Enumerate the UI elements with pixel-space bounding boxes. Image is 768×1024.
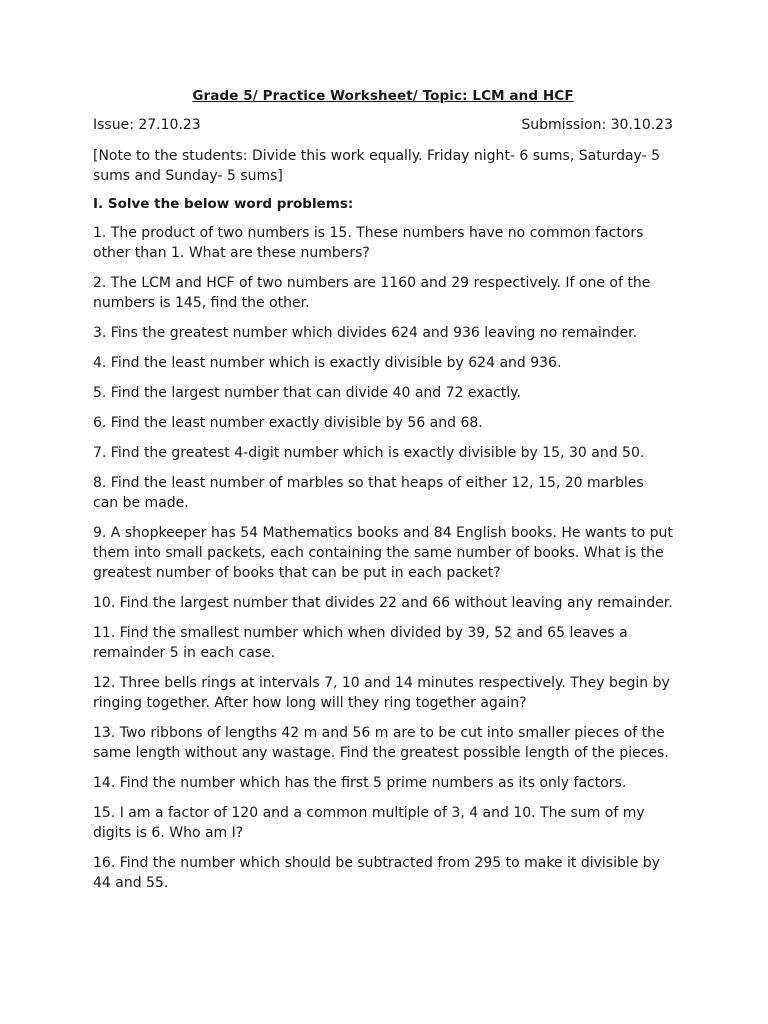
worksheet-title: Grade 5/ Practice Worksheet/ Topic: LCM and HCF <box>192 88 574 104</box>
problem-15: 15. I am a factor of 120 and a common multiple of 3, 4 and 10. The sum of my digits is 6. Who am I? <box>93 805 645 841</box>
problem-7: 7. Find the greatest 4-digit number which is exactly divisible by 15, 30 and 50. <box>93 445 645 461</box>
problem-16: 16. Find the number which should be subtracted from 295 to make it divisible by 44 and 55. <box>93 855 660 891</box>
submission-date: Submission: 30.10.23 <box>521 117 673 133</box>
problem-5: 5. Find the largest number that can divide 40 and 72 exactly. <box>93 385 521 401</box>
problem-12: 12. Three bells rings at intervals 7, 10 and 14 minutes respectively. They begin by ringing together. After how long will they ring together again? <box>93 675 670 711</box>
problem-1: 1. The product of two numbers is 15. These numbers have no common factors other than 1. What are these numbers? <box>93 225 644 261</box>
problem-13: 13. Two ribbons of lengths 42 m and 56 m are to be cut into smaller pieces of the same length without any wastage. Find the greatest possible length of the pieces. <box>93 725 669 761</box>
issue-date: Issue: 27.10.23 <box>93 117 201 133</box>
problem-14: 14. Find the number which has the first 5 prime numbers as its only factors. <box>93 775 627 791</box>
problem-11: 11. Find the smallest number which when divided by 39, 52 and 65 leaves a remainder 5 in each case. <box>93 625 628 661</box>
problem-list <box>93 223 673 893</box>
problem-9: 9. A shopkeeper has 54 Mathematics books and 84 English books. He wants to put them into small packets, each containing the same number of books. What is the greatest number of books that can be put in each packet? <box>93 525 673 581</box>
problem-8: 8. Find the least number of marbles so that heaps of either 12, 15, 20 marbles can be made. <box>93 475 644 511</box>
worksheet-page <box>93 88 673 903</box>
section-heading: I. Solve the below word problems: <box>93 196 354 212</box>
problem-4: 4. Find the least number which is exactly divisible by 624 and 936. <box>93 355 562 371</box>
problem-6: 6. Find the least number exactly divisible by 56 and 68. <box>93 415 483 431</box>
problem-2: 2. The LCM and HCF of two numbers are 1160 and 29 respectively. If one of the numbers is 145, find the other. <box>93 275 651 311</box>
date-row <box>93 117 673 133</box>
problem-3: 3. Fins the greatest number which divides 624 and 936 leaving no remainder. <box>93 325 638 341</box>
student-note: [Note to the students: Divide this work equally. Friday night- 6 sums, Saturday- 5 sums and Sunday- 5 sums] <box>93 148 661 184</box>
problem-10: 10. Find the largest number that divides 22 and 66 without leaving any remainder. <box>93 595 673 611</box>
